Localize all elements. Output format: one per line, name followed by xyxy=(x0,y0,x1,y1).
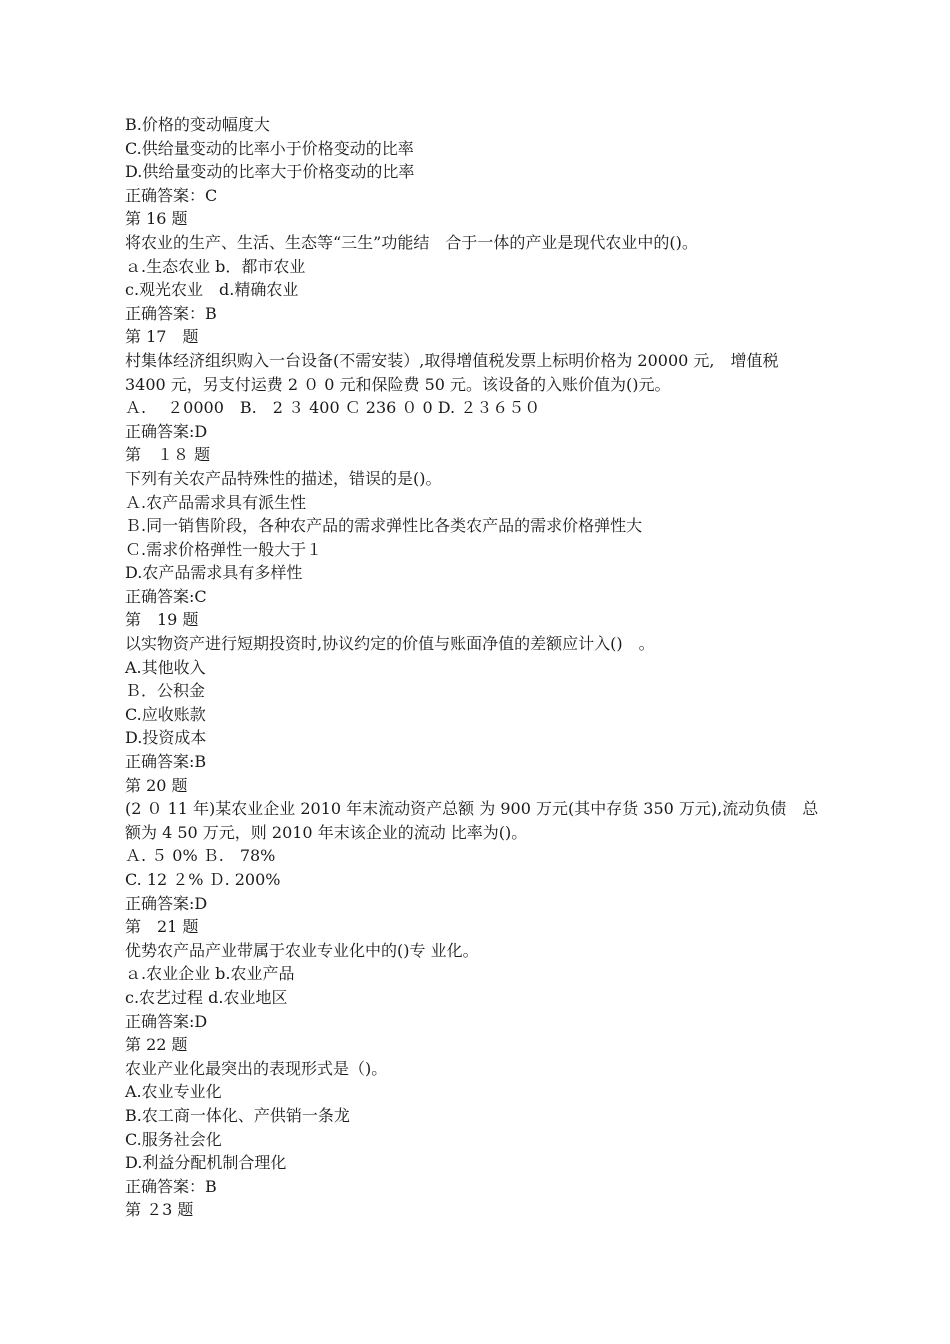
text-line: A.农业专业化 xyxy=(125,1082,222,1102)
text-line: 将农业的生产、生活、生态等“三生”功能结 合于一体的产业是现代农业中的()。 xyxy=(125,232,698,252)
text-line: 第 21 题 xyxy=(125,917,199,937)
document-page xyxy=(125,113,845,1222)
text-line: c.农艺过程 d.农业地区 xyxy=(125,987,288,1007)
text-line: C. 12 ２% Ｄ. 200% xyxy=(125,870,281,889)
text-line: D.供给量变动的比率大于价格变动的比率 xyxy=(125,162,415,182)
text-line: A.其他收入 xyxy=(125,657,206,677)
text-line: 正确答案:D xyxy=(125,421,208,441)
text-line: 下列有关农产品特殊性的描述，错误的是()。 xyxy=(125,468,442,488)
text-line: Ａ. ５ 0% Ｂ. 78% xyxy=(125,846,276,866)
text-line: C.供给量变动的比率小于价格变动的比率 xyxy=(125,138,414,158)
text-line: 正确答案:D xyxy=(125,1011,208,1031)
text-line: B.价格的变动幅度大 xyxy=(125,115,270,134)
text-line: Ｂ．公积金 xyxy=(125,681,206,701)
text-line: C.应收账款 xyxy=(125,704,206,724)
text-line: 第 ２3 题 xyxy=(125,1200,194,1220)
text-line: 正确答案:C xyxy=(125,586,207,606)
text-line: 正确答案：B xyxy=(125,1176,217,1196)
text-line: D.农产品需求具有多样性 xyxy=(125,563,303,583)
text-line: Ａ.农产品需求具有派生性 xyxy=(125,492,307,512)
text-line: 正确答案：B xyxy=(125,303,217,323)
text-line: 第 16 题 xyxy=(125,209,188,229)
text-line: 正确答案：C xyxy=(125,185,218,205)
text-line: 额为 4 50 万元，则 2010 年末该企业的流动 比率为()。 xyxy=(125,822,528,842)
text-line: 正确答案:B xyxy=(125,752,207,772)
text-line: Ｂ.同一销售阶段，各种农产品的需求弹性比各类农产品的需求价格弹性大 xyxy=(125,516,643,536)
text-line: 3400 元，另支付运费 2 ０ 0 元和保险费 50 元。该设备的入账价值为()元。 xyxy=(125,374,671,394)
text-line: 第 17 题 xyxy=(125,327,199,347)
text-line: D.投资成本 xyxy=(125,728,207,748)
text-line: 以实物资产进行短期投资时,协议约定的价值与账面净值的差额应计入() 。 xyxy=(125,634,655,654)
text-line: ａ.农业企业 b.农业产品 xyxy=(125,964,295,984)
text-line: C.服务社会化 xyxy=(125,1129,222,1149)
text-line: 第 19 题 xyxy=(125,610,199,630)
text-line: 第 20 题 xyxy=(125,775,188,795)
text-line: 第 22 题 xyxy=(125,1035,188,1055)
text-line: ａ.生态农业 b．都市农业 xyxy=(125,256,306,276)
text-line: 优势农产品产业带属于农业专业化中的()专 业化。 xyxy=(125,940,479,960)
text-line: 第 １８ 题 xyxy=(125,445,211,465)
text-line: 农业产业化最突出的表现形式是（)。 xyxy=(125,1058,388,1078)
text-line: Ａ. ２0000 B. 2 ３ 400 Ｃ 236 ０ 0 D. ２３６５０ xyxy=(125,398,541,418)
text-line: c.观光农业 d.精确农业 xyxy=(125,280,299,300)
text-line: B.农工商一体化、产供销一条龙 xyxy=(125,1105,350,1125)
text-line: D.利益分配机制合理化 xyxy=(125,1153,287,1173)
text-line: 正确答案:D xyxy=(125,893,208,913)
text-line: (2 ０ 11 年)某农业企业 2010 年末流动资产总额 为 900 万元(其中存货 350 万元),流动负债 总 xyxy=(125,799,819,819)
text-line: Ｃ.需求价格弹性一般大于１ xyxy=(125,539,323,559)
text-line: 村集体经济组织购入一台设备(不需安装）,取得增值税发票上标明价格为 20000 元, 增值税 xyxy=(125,350,779,370)
